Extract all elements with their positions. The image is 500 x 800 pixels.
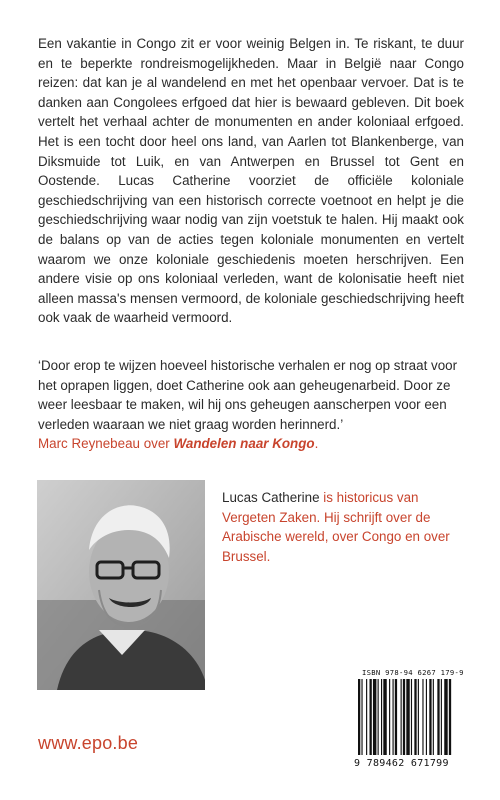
quote-source [38, 436, 318, 451]
quote-text: ‘Door erop te wijzen hoeveel historische verhalen er nog op straat voor het oprapen liggen, doet Catherine ook aan geheugenarbeid. Door ze weer leesbaar te maken, wil hij ons geheugen aanscherpen voor een verleden waaraan we niet graag worden herinnerd.’ [38, 358, 458, 432]
barcode-bars [354, 679, 476, 757]
author-portrait-image [37, 480, 205, 690]
barcode-digits: 9 789462 671799 [354, 758, 449, 769]
quote-source-title: Wandelen naar Kongo [173, 436, 315, 452]
author-description: is historicus van Vergeten Zaken. Hij schrijft over de Arabische wereld, over Congo en over Brussel. [222, 490, 450, 564]
publisher-website-link[interactable]: www.epo.be [38, 733, 139, 753]
isbn-barcode [354, 666, 474, 770]
book-blurb: Een vakantie in Congo zit er voor weinig Belgen in. Te riskant, te duur en te beperkte rondreismogelijkheden. Maar in België naar Congo reizen: dat kan je al wandelend en met het openbaar vervoer. Dat is te danken aan Congolees erfgoed dat hier is bewaard gebleven. Dit boek vertelt het verhaal achter de monumenten en ander koloniaal erfgoed. Het is een tocht door heel ons land, van Aarlen tot Blankenberge, van Diksmuide tot Luik, en van Antwerpen en Brussel tot Gent en Oostende. Lucas Catherine voorziet de officiële koloniale geschiedschrijving van een historisch correcte voetnoot en helpt je die geschiedschrijving waar nodig van zijn voetstuk te halen. Hij maakt ook de balans op van de acties tegen koloniale monumenten en vertelt waarom we onze koloniale geschiedenis moeten herschrijven. Een andere visie op ons koloniaal verleden, want de kolonisatie heeft niet alleen massa's mensen vermoord, de koloniale geschiedschrijving heeft ook vaak de waarheid vermoord. [38, 36, 464, 326]
quote-source-end: . [314, 436, 319, 452]
review-quote [38, 356, 464, 454]
quote-source-author: Marc Reynebeau over [38, 436, 174, 452]
isbn-label: ISBN 978-94 6267 179-9 [362, 668, 464, 677]
author-bio [222, 488, 466, 566]
author-photo [37, 480, 205, 690]
author-name: Lucas Catherine [222, 490, 320, 505]
